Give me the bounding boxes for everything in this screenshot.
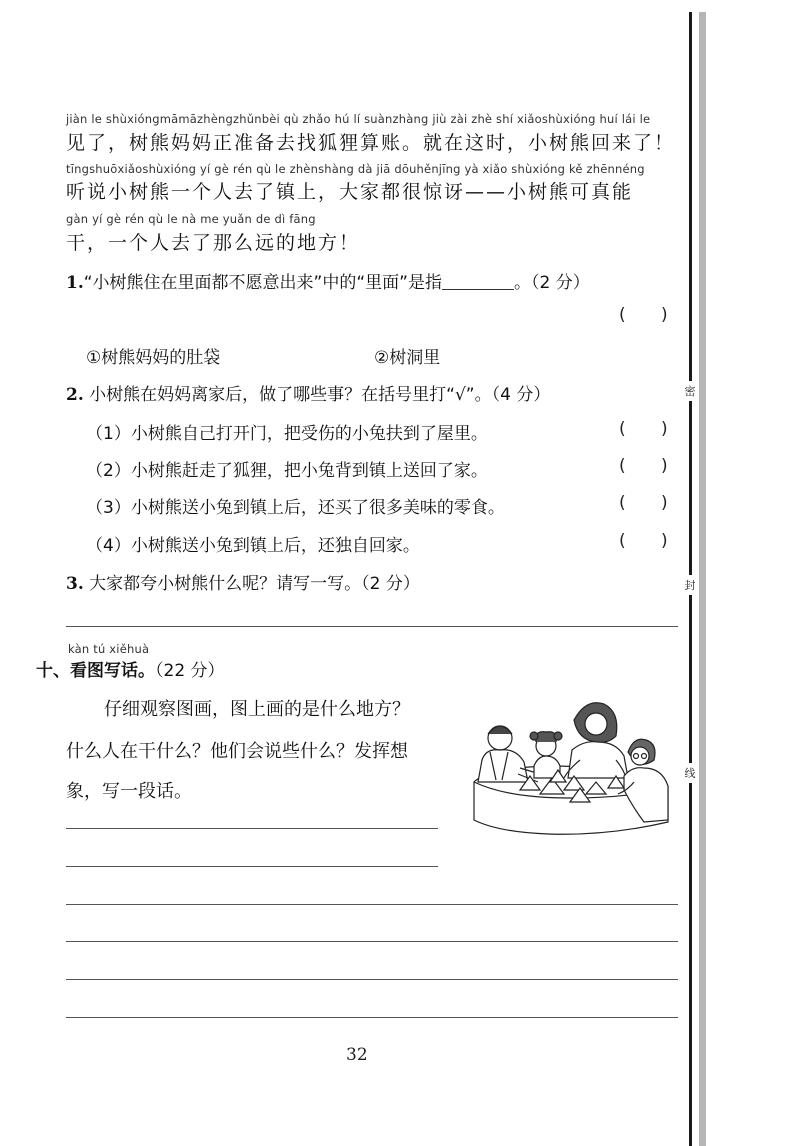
question-2-paren-2[interactable]: ( ) bbox=[619, 456, 668, 476]
story-pinyin-3: gàn yí gè rén qù le nà me yuǎn de dì fāng bbox=[66, 212, 316, 226]
question-3-number: 3. bbox=[66, 574, 84, 594]
question-2-item-4: （4）小树熊送小兔到镇上后，还独自回家。 bbox=[86, 536, 420, 556]
question-1-option-2: ②树洞里 bbox=[374, 348, 441, 368]
question-2 bbox=[66, 380, 550, 405]
question-1 bbox=[66, 268, 590, 293]
question-2-item-3: （3）小树熊送小兔到镇上后，还买了很多美味的零食。 bbox=[86, 498, 505, 518]
writing-line-2[interactable] bbox=[66, 866, 438, 867]
writing-line-5[interactable] bbox=[66, 979, 678, 980]
question-2-paren-1[interactable]: ( ) bbox=[619, 419, 668, 439]
side-mark-xian: 线 bbox=[683, 763, 697, 783]
section-10-score: （22 分） bbox=[155, 661, 225, 681]
question-2-text: 小树熊在妈妈离家后，做了哪些事？在括号里打“√”。（4 分） bbox=[89, 385, 551, 405]
section-10-title: 十、看图写话。 bbox=[36, 661, 155, 681]
question-2-item-2: （2）小树熊赶走了狐狸，把小兔背到镇上送回了家。 bbox=[86, 461, 488, 481]
question-1-score: 。（2 分） bbox=[513, 273, 590, 293]
question-1-number: 1. bbox=[66, 273, 84, 293]
story-pinyin-2: tīngshuōxiǎoshùxióng yí gè rén qù le zhènshàng dà jiā dōuhěnjīng yà xiǎo shùxióng kě zhēnnéng bbox=[66, 162, 645, 176]
question-1-text: “小树熊住在里面都不愿意出来”中的“里面”是指 bbox=[83, 273, 442, 293]
question-2-item-1: （1）小树熊自己打开门，把受伤的小兔扶到了屋里。 bbox=[86, 424, 488, 444]
family-zongzi-illustration bbox=[468, 690, 674, 838]
story-line-2: 听说小树熊一个人去了镇上，大家都很惊讶——小树熊可真能 bbox=[66, 181, 634, 203]
question-1-option-1: ①树熊妈妈的肚袋 bbox=[86, 348, 221, 368]
section-10-prompt-1: 仔细观察图画，图上画的是什么地方？ bbox=[104, 699, 410, 720]
side-mark-feng: 封 bbox=[683, 575, 697, 595]
mother-figure bbox=[564, 703, 628, 778]
section-10-heading bbox=[36, 656, 225, 681]
question-2-paren-3[interactable]: ( ) bbox=[619, 493, 668, 513]
section-10-prompt-3: 象，写一段话。 bbox=[66, 781, 192, 802]
writing-line-3[interactable] bbox=[66, 904, 678, 905]
question-3 bbox=[66, 569, 420, 594]
question-1-blank[interactable] bbox=[442, 273, 514, 290]
story-line-3: 干，一个人去了那么远的地方！ bbox=[66, 232, 361, 254]
writing-line-6[interactable] bbox=[66, 1017, 678, 1018]
story-line-1: 见了，树熊妈妈正准备去找狐狸算账。就在这时，小树熊回来了！ bbox=[66, 132, 676, 154]
question-3-text: 大家都夸小树熊什么呢？请写一写。（2 分） bbox=[89, 574, 420, 594]
binding-shadow bbox=[699, 12, 706, 1146]
question-2-number: 2. bbox=[66, 385, 84, 405]
writing-line-1[interactable] bbox=[66, 828, 438, 829]
page-number: 32 bbox=[346, 1045, 368, 1065]
question-1-answer-paren[interactable]: ( ) bbox=[619, 305, 668, 325]
question-3-answer-line[interactable] bbox=[66, 626, 678, 627]
section-10-prompt-2: 什么人在干什么？他们会说些什么？发挥想 bbox=[66, 741, 408, 762]
writing-line-4[interactable] bbox=[66, 941, 678, 942]
story-pinyin-1: jiàn le shùxióngmāmāzhèngzhǔnbèi qù zhǎo hú lí suànzhàng jiù zài zhè shí xiǎoshùxióng huí lái le bbox=[66, 112, 651, 126]
section-10-pinyin: kàn tú xiěhuà bbox=[68, 642, 150, 656]
question-2-paren-4[interactable]: ( ) bbox=[619, 531, 668, 551]
side-mark-mi: 密 bbox=[683, 381, 697, 401]
